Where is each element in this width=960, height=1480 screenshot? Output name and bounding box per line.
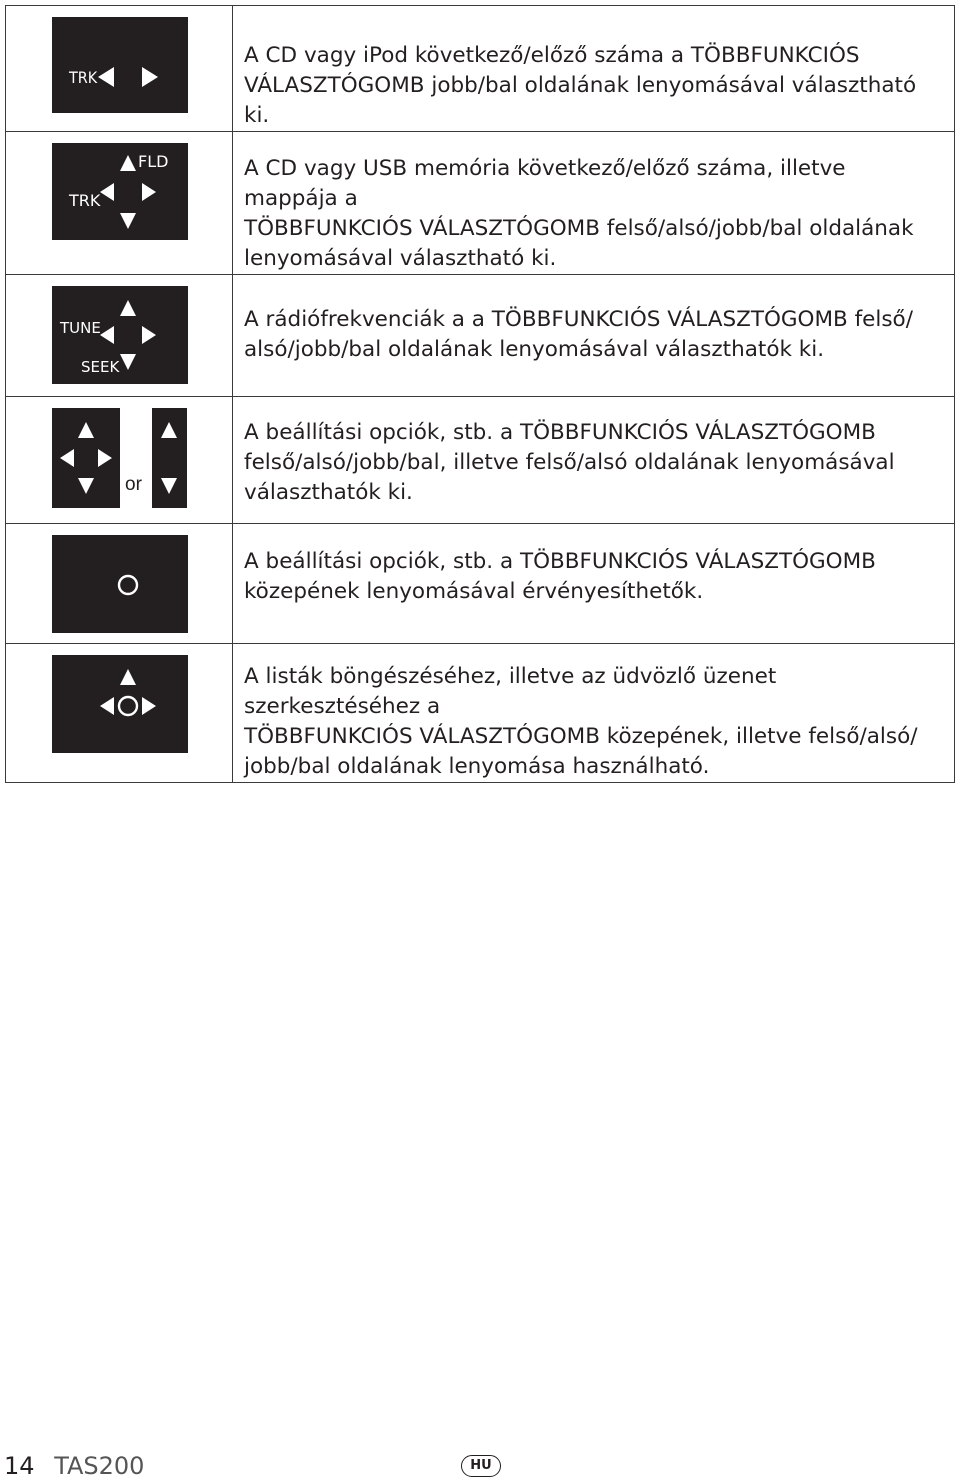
description-cell	[233, 397, 955, 524]
left-arrow-icon	[100, 326, 114, 344]
tune-seek-four-way-icon	[52, 286, 188, 384]
description-text	[244, 662, 944, 782]
table-row	[6, 644, 955, 783]
text-line: alsó/jobb/bal oldalának lenyomásával választhatók ki.	[244, 337, 825, 362]
trk-label: TRK	[69, 68, 98, 87]
text-line: TÖBBFUNKCIÓS VÁLASZTÓGOMB közepének, illetve felső/alsó/	[244, 724, 918, 749]
language-badge: HU	[461, 1455, 501, 1477]
page-footer	[4, 1452, 144, 1480]
text-line: VÁLASZTÓGOMB jobb/bal oldalának lenyomásával választható ki.	[244, 73, 917, 128]
description-cell	[233, 644, 955, 783]
down-arrow-icon	[120, 354, 136, 370]
text-line: A listák böngészéséhez, illetve az üdvözlő üzenet szerkesztéséhez a	[244, 664, 777, 719]
table-row	[6, 524, 955, 644]
icon-cell	[6, 132, 233, 275]
right-arrow-icon	[142, 183, 156, 201]
right-arrow-icon	[98, 449, 112, 467]
text-line: választhatók ki.	[244, 480, 413, 505]
left-arrow-icon	[60, 449, 74, 467]
right-arrow-icon	[142, 697, 156, 715]
icon-cell	[6, 275, 233, 397]
text-line: A beállítási opciók, stb. a TÖBBFUNKCIÓS VÁLASZTÓGOMB	[244, 549, 876, 574]
description-cell	[233, 524, 955, 644]
text-line: A CD vagy USB memória következő/előző száma, illetve mappája a	[244, 156, 846, 211]
left-arrow-icon	[100, 697, 114, 715]
description-text	[244, 547, 944, 607]
description-cell	[233, 275, 955, 397]
up-arrow-icon	[161, 422, 177, 438]
icon-cell	[6, 6, 233, 132]
up-down-arrows-icon	[152, 408, 187, 508]
icon-cell	[6, 524, 233, 644]
down-arrow-icon	[120, 213, 136, 229]
text-line: jobb/bal oldalának lenyomása használható.	[244, 754, 710, 779]
center-circle-icon	[119, 576, 137, 594]
description-cell	[233, 6, 955, 132]
table-row	[6, 275, 955, 397]
tune-label: TUNE	[60, 319, 101, 337]
icon-cell	[6, 644, 233, 783]
left-arrow-icon	[100, 183, 114, 201]
model-name: TAS200	[54, 1452, 145, 1480]
description-cell	[233, 132, 955, 275]
center-and-four-way-icon	[52, 655, 188, 753]
up-arrow-icon	[120, 300, 136, 316]
description-text	[244, 305, 944, 365]
four-way-arrows-icon	[52, 408, 120, 508]
text-line: TÖBBFUNKCIÓS VÁLASZTÓGOMB felső/alsó/jobb/bal oldalának	[244, 216, 914, 241]
center-circle-icon	[119, 697, 137, 715]
down-arrow-icon	[161, 478, 177, 494]
trk-fld-four-way-icon	[52, 143, 188, 240]
up-arrow-icon	[120, 155, 136, 171]
icon-cell	[6, 397, 233, 524]
fld-label: FLD	[138, 152, 169, 171]
table-row	[6, 397, 955, 524]
instruction-table	[5, 5, 955, 783]
or-label: or	[125, 474, 142, 495]
center-press-icon	[52, 535, 188, 633]
table-row	[6, 132, 955, 275]
text-line: A CD vagy iPod következő/előző száma a TÖBBFUNKCIÓS	[244, 43, 860, 68]
description-text	[244, 41, 944, 131]
trk-left-right-icon	[52, 17, 188, 113]
page-number: 14	[4, 1452, 35, 1480]
seek-label: SEEK	[81, 358, 120, 376]
up-arrow-icon	[120, 669, 136, 685]
table-row	[6, 6, 955, 132]
text-line: közepének lenyomásával érvényesíthetők.	[244, 579, 704, 604]
up-arrow-icon	[78, 422, 94, 438]
right-arrow-icon	[142, 326, 156, 344]
text-line: lenyomásával választható ki.	[244, 246, 557, 271]
description-text	[244, 154, 944, 274]
description-text	[244, 418, 944, 508]
text-line: felső/alsó/jobb/bal, illetve felső/alsó oldalának lenyomásával	[244, 450, 895, 475]
text-line: A beállítási opciók, stb. a TÖBBFUNKCIÓS VÁLASZTÓGOMB	[244, 420, 876, 445]
down-arrow-icon	[78, 478, 94, 494]
text-line: A rádiófrekvenciák a a TÖBBFUNKCIÓS VÁLASZTÓGOMB felső/	[244, 307, 913, 332]
trk-label: TRK	[69, 191, 101, 210]
